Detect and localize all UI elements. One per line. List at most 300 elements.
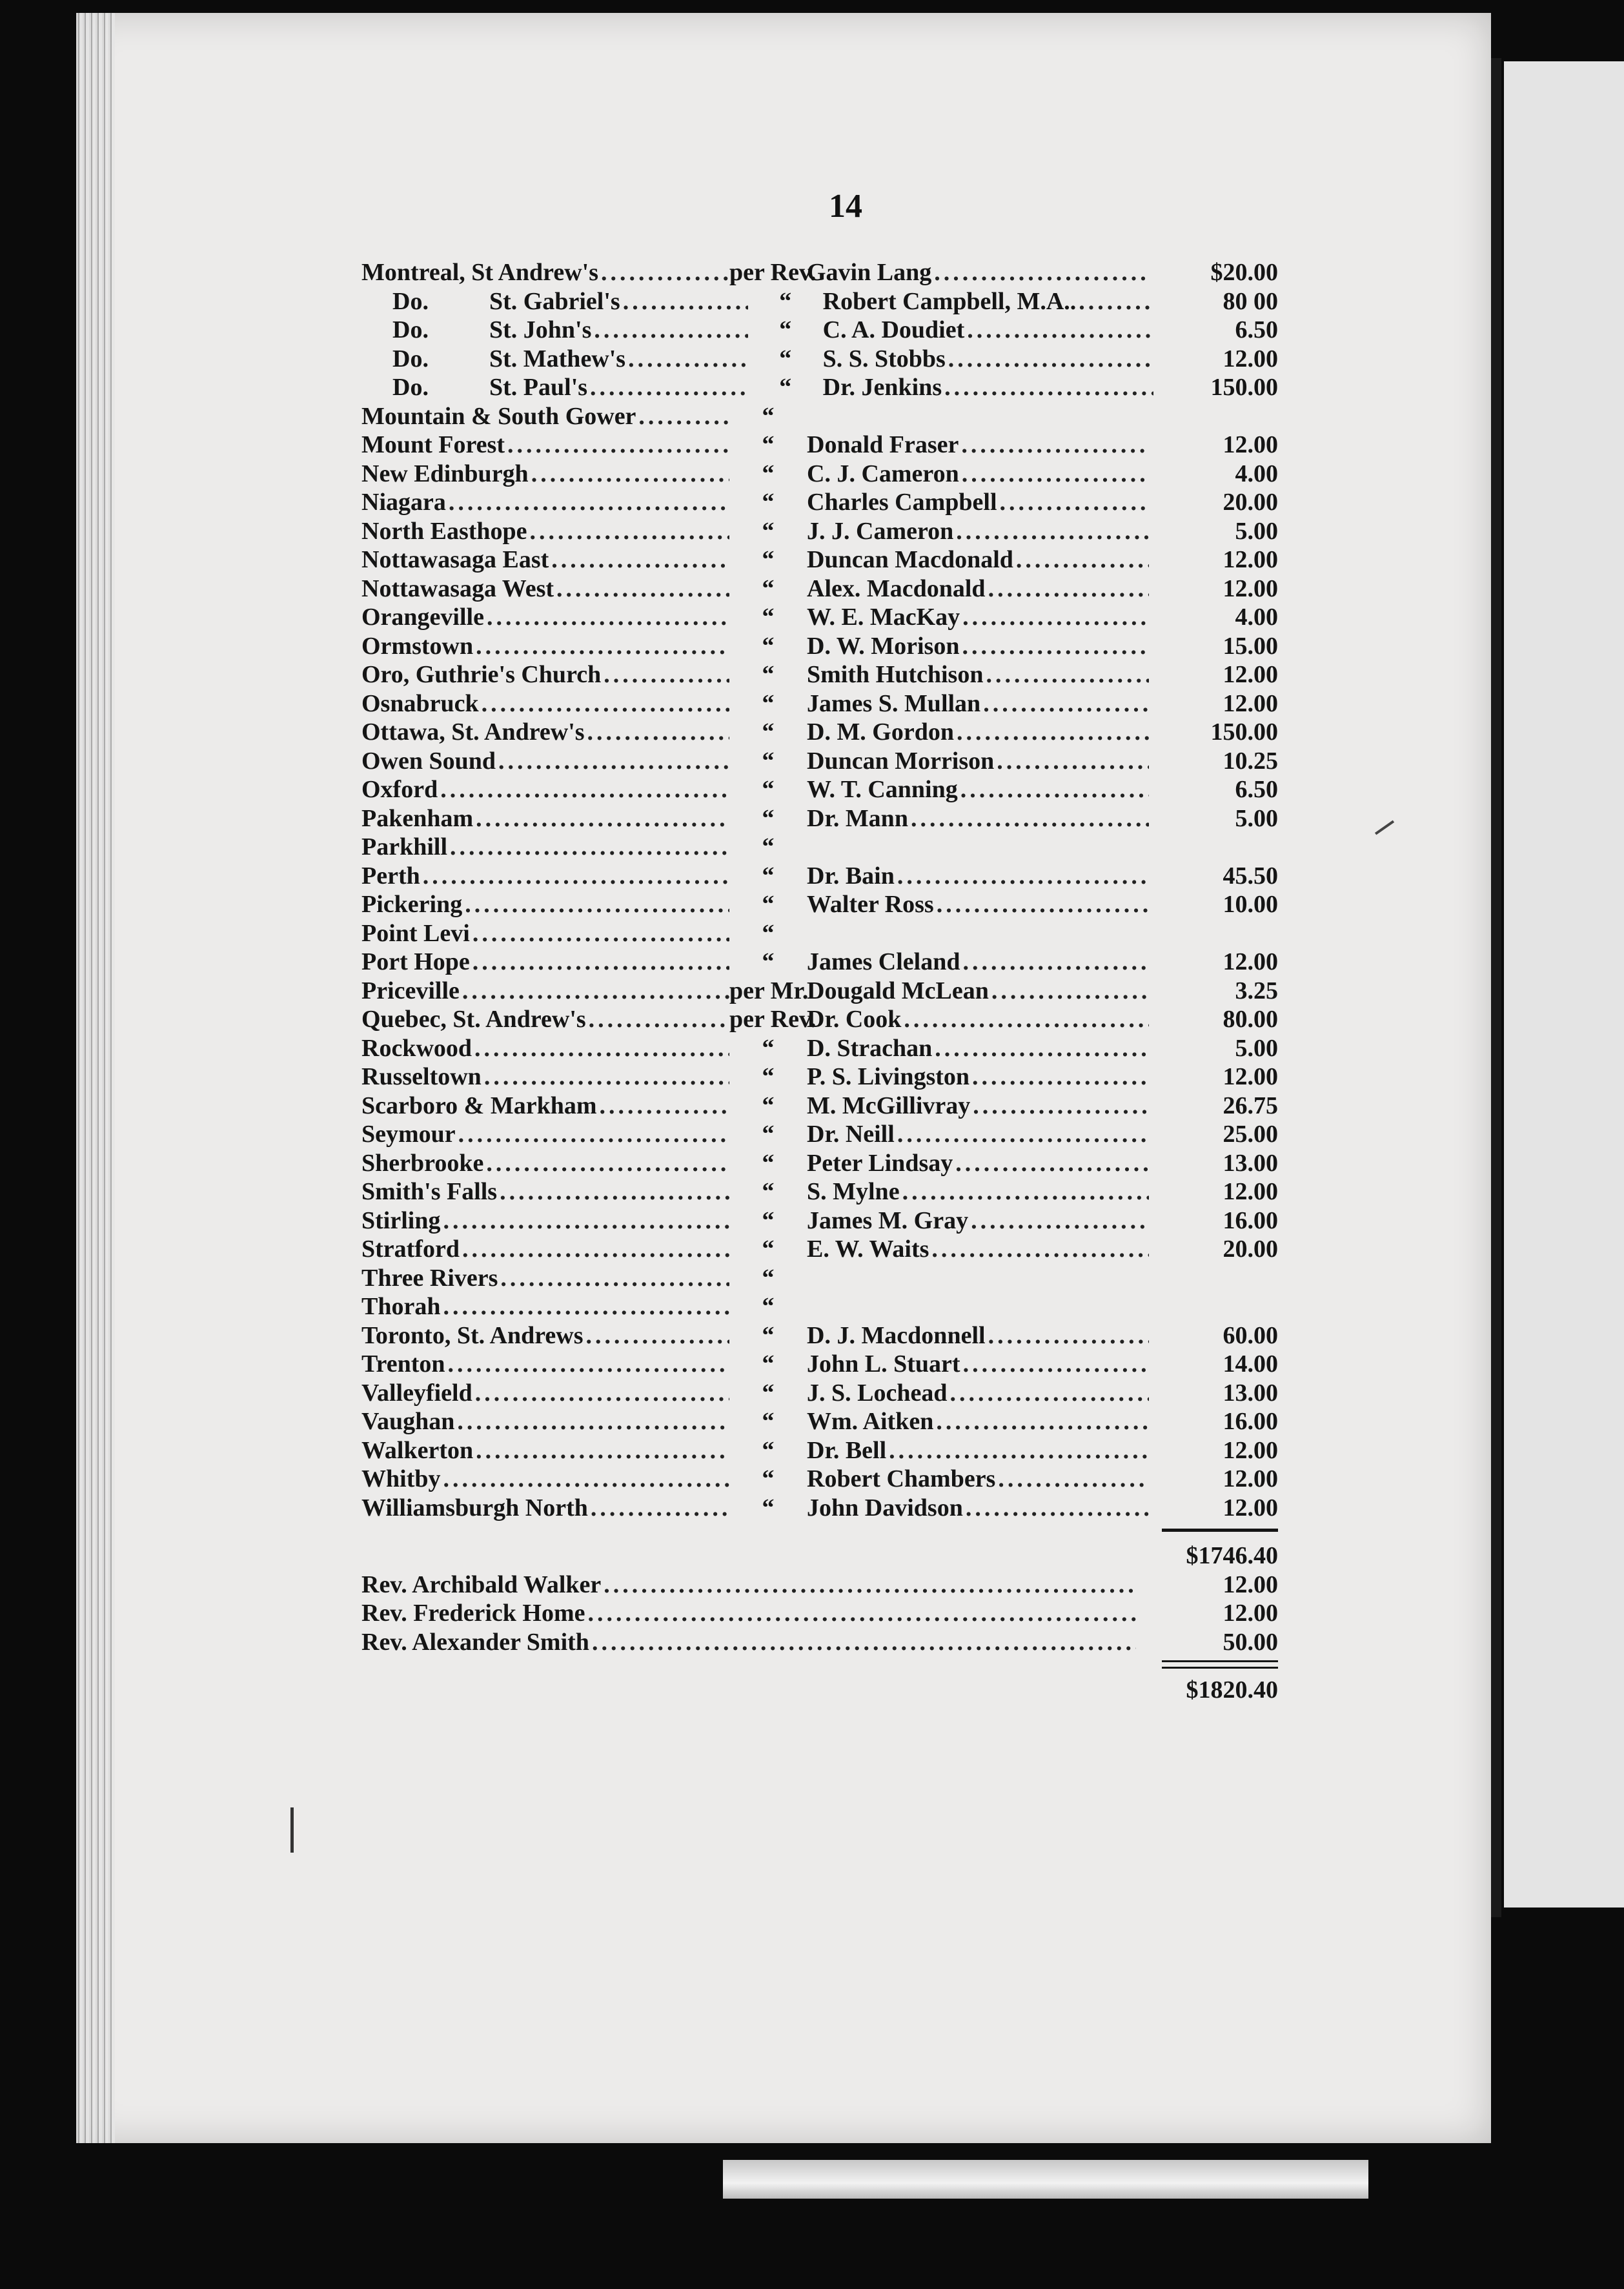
amount-cell: 15.00 [1223, 632, 1278, 660]
leader-dots [500, 1177, 729, 1206]
minister-cell [807, 488, 1149, 517]
congregation-cell [361, 1034, 729, 1063]
congregation-cell [361, 977, 729, 1006]
minister-name: Robert Chambers [807, 1465, 996, 1492]
leader-dots [591, 1494, 729, 1523]
leader-dots [601, 258, 729, 287]
per-cell: “ [762, 776, 775, 803]
per-cell: “ [762, 1465, 775, 1492]
leader-dots [1079, 287, 1153, 316]
congregation-cell [361, 804, 729, 833]
individual-row [361, 1628, 1278, 1657]
ledger-row [361, 1034, 1278, 1063]
ledger-row [361, 660, 1278, 689]
congregation-cell [361, 718, 729, 747]
leader-dots [902, 1177, 1149, 1206]
minister-cell [807, 862, 1149, 891]
congregation-name: Thorah [361, 1293, 441, 1320]
leader-dots [936, 1407, 1149, 1436]
congregation-name: Toronto, St. Andrews [361, 1321, 584, 1349]
leader-dots [556, 575, 729, 604]
ledger-row [361, 1005, 1278, 1034]
congregation-name: Russeltown [361, 1063, 482, 1090]
amount-cell: 150.00 [1210, 374, 1278, 401]
minister-name: Dr. Jenkins [822, 374, 942, 401]
per-cell: “ [762, 632, 775, 660]
minister-cell [807, 1494, 1149, 1523]
individual-cell [361, 1571, 1136, 1600]
congregation-cell [361, 1149, 729, 1178]
congregation-cell [361, 1092, 729, 1121]
leader-dots [962, 603, 1149, 632]
minister-cell [807, 1379, 1149, 1408]
ledger-row [361, 1494, 1278, 1523]
minister-cell [807, 1092, 1149, 1121]
individual-name: Rev. Archibald Walker [361, 1571, 602, 1598]
leader-dots [462, 1235, 729, 1264]
congregation-cell [361, 1206, 729, 1236]
congregation-name: Pickering [361, 891, 463, 918]
minister-name: D. J. Macdonnell [807, 1321, 986, 1349]
individual-name: Rev. Alexander Smith [361, 1628, 589, 1656]
minister-name: Donald Fraser [807, 431, 959, 458]
per-cell: “ [762, 891, 775, 918]
leader-dots [1016, 545, 1149, 575]
congregation-cell [361, 862, 729, 891]
ledger-row [361, 977, 1278, 1006]
minister-cell [807, 660, 1149, 689]
leader-dots [462, 977, 729, 1006]
minister-cell [807, 517, 1149, 546]
minister-cell [807, 460, 1149, 489]
per-cell: “ [762, 833, 775, 860]
per-cell: “ [762, 919, 775, 947]
per-cell: “ [762, 661, 775, 688]
leader-dots [897, 1120, 1149, 1149]
congregation-cell [361, 1120, 729, 1149]
page-edge-stack [76, 13, 115, 2143]
minister-name: Wm. Aitken [807, 1408, 934, 1435]
leader-dots [604, 660, 729, 689]
congregation-name: Osnabruck [361, 689, 479, 717]
congregation-name: New Edinburgh [361, 460, 529, 487]
leader-dots [589, 1005, 729, 1034]
minister-cell [807, 1206, 1149, 1236]
amount-cell: 50.00 [1223, 1628, 1278, 1656]
congregation-cell [361, 1005, 729, 1034]
amount-cell: 16.00 [1223, 1408, 1278, 1435]
per-cell: “ [762, 1264, 775, 1292]
congregation-name: Perth [361, 862, 420, 890]
per-cell: “ [762, 604, 775, 631]
amount-cell: 12.00 [1223, 345, 1278, 372]
individual-cell [361, 1599, 1136, 1628]
leader-dots [934, 258, 1149, 287]
per-cell: “ [762, 402, 775, 430]
per-cell: “ [779, 287, 792, 315]
amount-cell: 3.25 [1235, 977, 1278, 1004]
congregation-cell [361, 632, 729, 661]
minister-name: P. S. Livingston [807, 1063, 970, 1090]
ledger-row [361, 1321, 1278, 1350]
leader-dots [955, 1149, 1149, 1178]
ledger-row [361, 1264, 1278, 1293]
minister-name: Dr. Neill [807, 1121, 895, 1148]
minister-cell [807, 1063, 1149, 1092]
amount-cell: 12.00 [1223, 1494, 1278, 1521]
minister-cell [807, 948, 1149, 977]
ledger-row [361, 689, 1278, 718]
congregation-name: Rockwood [361, 1034, 472, 1062]
minister-cell [807, 890, 1149, 919]
leader-dots [592, 1628, 1136, 1657]
leader-dots [960, 775, 1149, 804]
individual-row [361, 1599, 1278, 1628]
congregation-name: Quebec, St. Andrew's [361, 1006, 586, 1033]
amount-cell: 12.00 [1223, 948, 1278, 975]
individual-row [361, 1571, 1278, 1600]
ledger-row [361, 1092, 1278, 1121]
congregation-cell [361, 287, 748, 316]
ledger-row [361, 833, 1278, 862]
ledger-row [361, 1350, 1278, 1379]
per-cell: “ [762, 1063, 775, 1090]
congregation-name: Smith's Falls [361, 1178, 498, 1205]
minister-cell [807, 775, 1149, 804]
leader-dots [486, 1149, 729, 1178]
leader-dots [449, 488, 729, 517]
leader-dots [949, 1379, 1149, 1408]
leader-dots [997, 747, 1149, 776]
congregation-name: St. John's [489, 316, 592, 343]
leader-dots [948, 345, 1153, 374]
per-cell: “ [762, 546, 775, 573]
minister-cell [807, 1149, 1149, 1178]
total-rule [361, 1656, 1278, 1676]
subtotal-amount: $1746.40 [1186, 1542, 1278, 1569]
ditto-label: Do. [392, 374, 429, 401]
ledger-row [361, 258, 1278, 287]
leader-dots [476, 632, 729, 661]
ledger-row [361, 1235, 1278, 1264]
minister-name: James Cleland [807, 948, 960, 975]
congregation-cell [361, 1436, 729, 1465]
ledger-row [361, 1206, 1278, 1236]
congregation-name: Williamsburgh North [361, 1494, 588, 1521]
minister-name: Alex. Macdonald [807, 575, 986, 602]
minister-name: Dr. Bell [807, 1436, 887, 1464]
amount-cell: 6.50 [1235, 776, 1278, 803]
minister-name: D. W. Morison [807, 632, 960, 660]
congregation-name: St. Gabriel's [489, 287, 620, 315]
minister-name: Gavin Lang [807, 259, 932, 286]
minister-cell [807, 804, 1149, 833]
congregation-cell [361, 919, 729, 948]
amount-cell: 6.50 [1235, 316, 1278, 343]
minister-name: D. M. Gordon [807, 718, 954, 746]
per-cell: “ [762, 1092, 775, 1119]
congregation-cell [361, 1063, 729, 1092]
per-cell: “ [762, 747, 775, 775]
minister-cell [807, 632, 1149, 661]
minister-name: J. J. Cameron [807, 517, 954, 545]
minister-cell [807, 545, 1149, 575]
ledger-row [361, 775, 1278, 804]
leader-dots [482, 689, 729, 718]
amount-cell: 45.50 [1223, 862, 1278, 890]
congregation-name: Nottawasaga East [361, 546, 549, 573]
leader-dots [440, 775, 729, 804]
congregation-cell [361, 345, 748, 374]
leader-dots [937, 890, 1149, 919]
leader-dots [450, 833, 729, 862]
minister-cell [823, 345, 1153, 374]
congregation-cell [361, 258, 729, 287]
leader-dots [623, 287, 748, 316]
amount-cell: 150.00 [1210, 718, 1278, 746]
congregation-name: Niagara [361, 489, 446, 516]
amount-cell: 12.00 [1223, 431, 1278, 458]
minister-name: J. S. Lochead [807, 1379, 948, 1407]
congregation-name: Pakenham [361, 804, 474, 832]
per-cell: “ [762, 460, 775, 487]
congregation-cell [361, 517, 729, 546]
amount-cell: 4.00 [1235, 604, 1278, 631]
leader-dots [966, 1494, 1149, 1523]
leader-dots [911, 804, 1149, 833]
ledger-row [361, 460, 1278, 489]
leader-dots [443, 1465, 729, 1494]
ledger-row [361, 517, 1278, 546]
per-cell: “ [779, 374, 792, 401]
congregation-cell [361, 1264, 729, 1293]
leader-dots [935, 1034, 1149, 1063]
amount-cell: 25.00 [1223, 1121, 1278, 1148]
minister-cell [807, 718, 1149, 747]
congregation-name: Point Levi [361, 919, 470, 947]
minister-cell [807, 1465, 1149, 1494]
congregation-name: Valleyfield [361, 1379, 472, 1407]
leader-dots [586, 1321, 729, 1350]
amount-cell: 13.00 [1223, 1149, 1278, 1177]
congregation-name: Mountain & South Gower [361, 402, 636, 430]
minister-name: C. A. Doudiet [822, 316, 965, 343]
congregation-name: Stratford [361, 1236, 460, 1263]
total-row [361, 1676, 1278, 1705]
per-cell: per Rev. [729, 1006, 817, 1033]
congregation-name: St. Mathew's [489, 345, 626, 372]
amount-cell: 12.00 [1223, 1465, 1278, 1492]
minister-name: M. McGillivray [807, 1092, 971, 1119]
amount-cell: 20.00 [1223, 1236, 1278, 1263]
ledger-row [361, 431, 1278, 460]
amount-cell: 12.00 [1223, 1600, 1278, 1627]
congregation-name: Scarboro & Markham [361, 1092, 597, 1119]
congregation-name: Orangeville [361, 604, 484, 631]
leader-dots [967, 316, 1153, 345]
congregation-name: Nottawasaga West [361, 575, 554, 602]
leader-dots [604, 1571, 1136, 1600]
ledger-row [361, 1379, 1278, 1408]
subscription-ledger [361, 258, 1278, 1705]
congregation-cell [361, 1379, 729, 1408]
per-cell: “ [762, 689, 775, 717]
amount-cell: 12.00 [1223, 689, 1278, 717]
ledger-row [361, 1120, 1278, 1149]
minister-cell [807, 1321, 1149, 1350]
ledger-row [361, 632, 1278, 661]
ledger-row [361, 919, 1278, 948]
minister-cell [807, 1407, 1149, 1436]
per-cell: “ [762, 1436, 775, 1464]
leader-dots [448, 1350, 730, 1379]
amount-cell: 60.00 [1223, 1321, 1278, 1349]
congregation-cell [361, 431, 729, 460]
ledger-row [361, 804, 1278, 833]
leader-dots [962, 460, 1149, 489]
minister-name: Peter Lindsay [807, 1149, 953, 1177]
individual-list [361, 1571, 1278, 1657]
ledger-row [361, 948, 1278, 977]
amount-cell: 80 00 [1223, 287, 1278, 315]
congregation-cell [361, 575, 729, 604]
amount-cell: 20.00 [1223, 489, 1278, 516]
leader-dots [594, 316, 747, 345]
per-cell: “ [762, 862, 775, 890]
individual-name: Rev. Frederick Home [361, 1600, 585, 1627]
ledger-row [361, 488, 1278, 517]
per-cell: “ [762, 1293, 775, 1320]
leader-dots [465, 890, 729, 919]
ledger-row [361, 287, 1278, 316]
minister-name: Walter Ross [807, 891, 934, 918]
per-cell: “ [762, 1206, 775, 1234]
leader-dots [475, 1379, 729, 1408]
amount-cell: 12.00 [1223, 661, 1278, 688]
congregation-name: Oxford [361, 776, 438, 803]
congregation-name: Oro, Guthrie's Church [361, 661, 602, 688]
congregation-name: Walkerton [361, 1436, 474, 1464]
ledger-row [361, 316, 1278, 345]
per-cell: per Rev. [729, 259, 817, 286]
leader-dots [961, 431, 1149, 460]
congregation-name: Mount Forest [361, 431, 505, 458]
congregation-name: Trenton [361, 1350, 445, 1378]
per-cell: “ [762, 1236, 775, 1263]
per-cell: “ [762, 1178, 775, 1205]
per-cell: “ [762, 1494, 775, 1521]
per-cell: “ [762, 1034, 775, 1062]
congregation-cell [361, 373, 748, 402]
congregation-cell [361, 1292, 729, 1321]
leader-dots [600, 1092, 730, 1121]
minister-cell [807, 1235, 1149, 1264]
leader-dots [963, 1350, 1149, 1379]
congregation-cell [361, 1407, 729, 1436]
minister-name: John Davidson [807, 1494, 963, 1521]
congregation-cell [361, 689, 729, 718]
minister-cell [807, 1350, 1149, 1379]
amount-cell: 16.00 [1223, 1206, 1278, 1234]
minister-cell [807, 689, 1149, 718]
congregation-cell [361, 1177, 729, 1206]
per-cell: “ [779, 316, 792, 343]
per-cell: “ [762, 1350, 775, 1378]
scan-bottom-bar [723, 2160, 1368, 2199]
congregation-name: Whitby [361, 1465, 441, 1492]
congregation-name: St. Paul's [489, 374, 588, 401]
ledger-row [361, 373, 1278, 402]
leader-dots [904, 1005, 1149, 1034]
minister-cell [823, 316, 1153, 345]
congregation-list [361, 258, 1278, 1522]
minister-name: Duncan Morrison [807, 747, 995, 775]
leader-dots [530, 517, 729, 546]
ledger-row [361, 718, 1278, 747]
leader-dots [423, 862, 729, 891]
congregation-cell [361, 660, 729, 689]
leader-dots [590, 373, 748, 402]
ledger-row [361, 545, 1278, 575]
leader-dots [957, 718, 1149, 747]
minister-name: E. W. Waits [807, 1236, 929, 1263]
amount-cell: 80.00 [1223, 1006, 1278, 1033]
leader-dots [487, 603, 729, 632]
leader-dots [991, 977, 1149, 1006]
leader-dots [931, 1235, 1149, 1264]
leader-dots [500, 1264, 729, 1293]
minister-cell [807, 575, 1149, 604]
congregation-cell [361, 775, 729, 804]
minister-name: Robert Campbell, M.A.. [822, 287, 1077, 315]
amount-cell: $20.00 [1210, 259, 1278, 286]
ledger-row [361, 1407, 1278, 1436]
ledger-row [361, 1149, 1278, 1178]
subtotal-rule [361, 1522, 1278, 1541]
minister-cell [807, 977, 1149, 1006]
minister-cell [807, 1436, 1149, 1465]
leader-dots [507, 431, 729, 460]
leader-dots [988, 1321, 1149, 1350]
minister-name: Smith Hutchison [807, 661, 984, 688]
minister-name: Charles Campbell [807, 489, 997, 516]
congregation-cell [361, 1321, 729, 1350]
minister-name: Duncan Macdonald [807, 546, 1013, 573]
individual-cell [361, 1628, 1136, 1657]
ledger-row [361, 1436, 1278, 1465]
leader-dots [443, 1292, 729, 1321]
congregation-cell [361, 603, 729, 632]
leader-dots [443, 1206, 729, 1236]
leader-dots [944, 373, 1153, 402]
leader-dots [484, 1063, 729, 1092]
leader-dots [587, 718, 729, 747]
ledger-row [361, 1465, 1278, 1494]
congregation-name: Sherbrooke [361, 1149, 484, 1177]
per-cell: “ [762, 1121, 775, 1148]
amount-cell: 12.00 [1223, 1063, 1278, 1090]
total-amount: $1820.40 [1186, 1676, 1278, 1704]
per-cell: “ [762, 948, 775, 975]
minister-name: John L. Stuart [807, 1350, 960, 1378]
page-number: 14 [829, 188, 862, 225]
leader-dots [638, 402, 729, 431]
minister-cell [807, 747, 1149, 776]
leader-dots [963, 948, 1150, 977]
per-cell: “ [762, 804, 775, 832]
amount-cell: 5.00 [1235, 517, 1278, 545]
congregation-name: Montreal, St Andrew's [361, 259, 598, 286]
